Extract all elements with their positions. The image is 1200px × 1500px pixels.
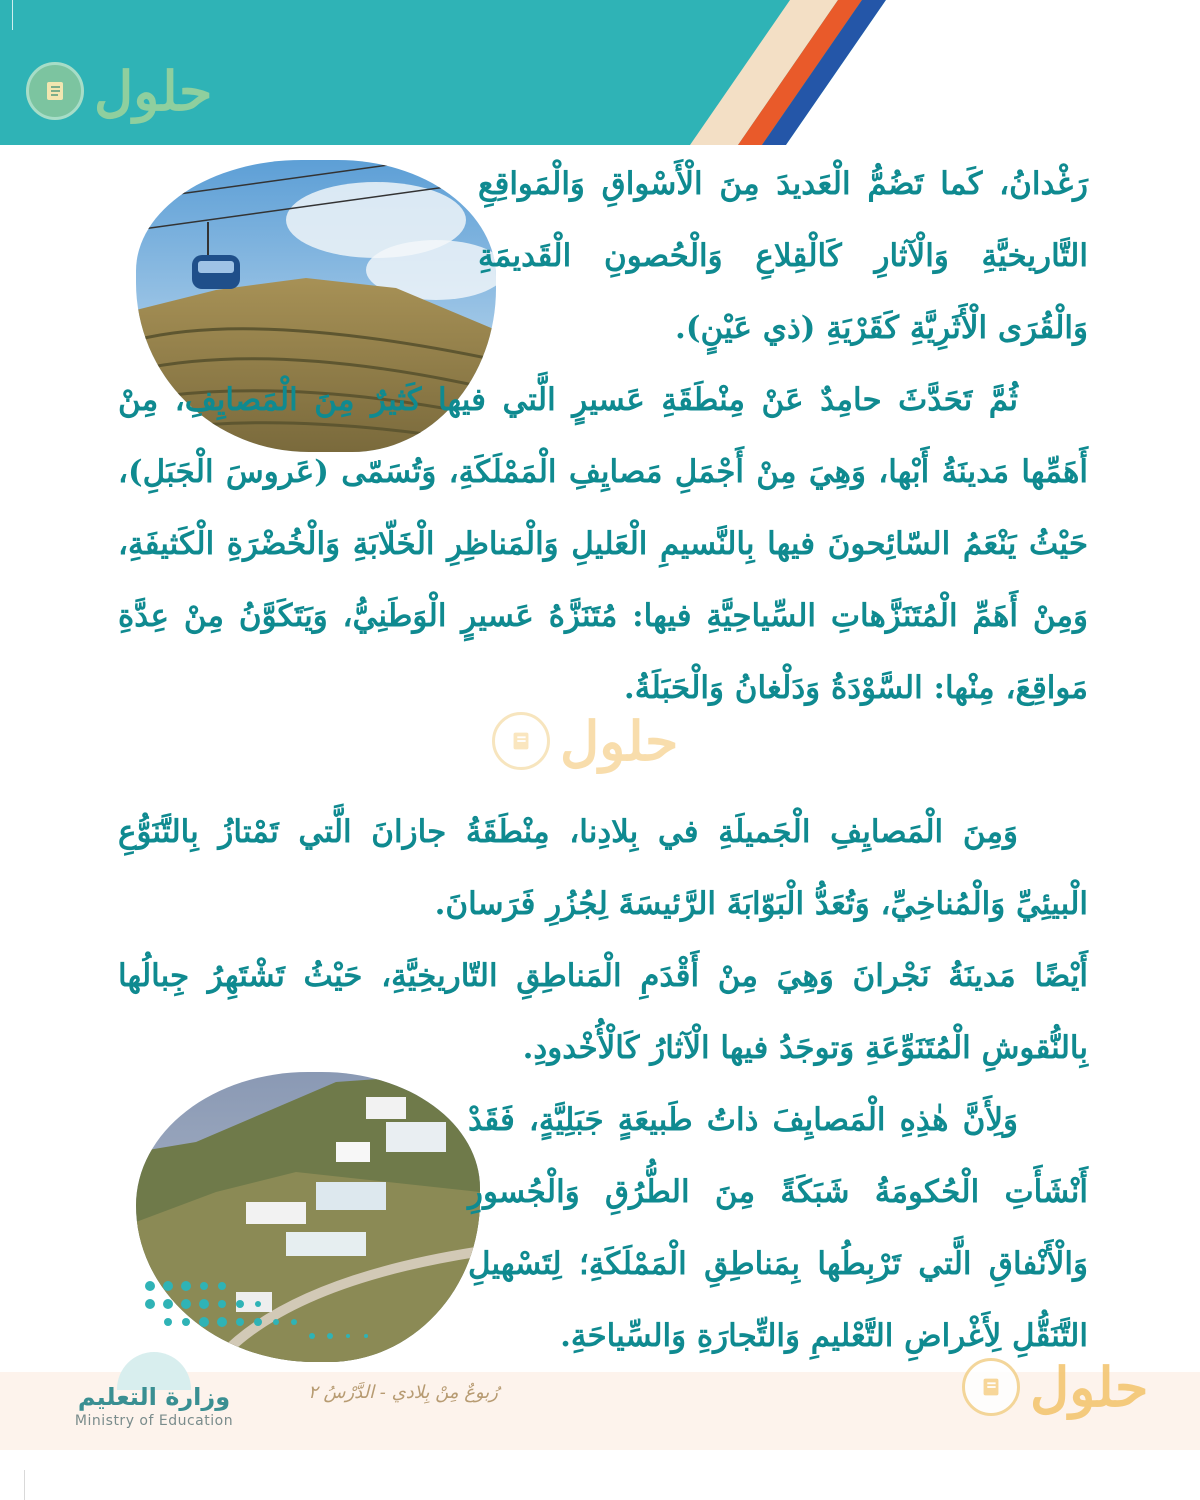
logo-text: حلول	[94, 59, 213, 123]
ministry-logo	[54, 1352, 254, 1430]
paragraph-1: رَغْدانُ، كَما تَضُمُّ الْعَديدَ مِنَ الْأَسْواقِ وَالْمَواقِعِ التَّاريخيَّةِ وَالْآثارِ كَالْقِلاعِ وَالْحُصونِ الْقَديمَةِ وَالْقُرَى الْأَثَرِيَّةِ كَقَرْيَةِ (ذي عَيْنٍ).	[478, 166, 1088, 346]
lesson-label: رُبوعٌ مِنْ بِلادي - الدَّرْسُ ٢	[308, 1382, 498, 1403]
paragraph-3: وَمِنَ الْمَصايِفِ الْجَميلَةِ في بِلادِنا، مِنْطَقَةُ جازانَ الَّتي تَمْتازُ بِالتَّنَوُّعِ الْبيئِيِّ وَالْمُناخِيِّ، وَتُعَدُّ الْبَوّابَةَ الرَّئيسَةَ لِجُزُرِ فَرَسانَ.	[118, 814, 1088, 922]
watermark-logo-center	[492, 709, 679, 773]
crop-mark	[0, 1470, 25, 1500]
decorative-dot-pattern	[142, 1276, 412, 1346]
paragraph-2: ثُمَّ تَحَدَّثَ حامِدٌ عَنْ مِنْطَقَةِ عَسيرٍ الَّتي فيها كَثيرٌ مِنَ الْمَصايِفِ، مِنْ أَهَمِّها مَدينَةُ أَبْها، وَهِيَ مِنْ أَجْمَلِ مَصايِفِ الْمَمْلَكَةِ، وَتُسَمّى (عَروسَ الْجَبَلِ)، حَيْثُ يَنْعَمُ السّائِحونَ فيها بِالنَّسيمِ الْعَليلِ وَالْمَناظِرِ الْخَلّابَةِ وَالْخُضْرَةِ الْكَثيفَةِ، وَمِنْ أَهَمِّ الْمُتَنَزَّهاتِ السِّياحِيَّةِ فيها: مُتَنَزَّهُ عَسيرٍ الْوَطَنِيُّ، وَيَتَكَوَّنُ مِنْ عِدَّةِ مَواقِعَ، مِنْها: السَّوْدَةُ وَدَلْغانُ وَالْحَبَلَةُ.	[118, 382, 1088, 706]
paragraph-5: وَلِأَنَّ هٰذِهِ الْمَصايِفَ ذاتُ طَبيعَةٍ جَبَلِيَّةٍ، فَقَدْ أَنْشَأَتِ الْحُكومَةُ شَبَكَةً مِنَ الطُّرُقِ وَالْجُسورِ وَالْأَنْفاقِ الَّتي تَرْبِطُها بِمَناطِقِ الْمَمْلَكَةِ؛ لِتَسْهيلِ التَّنَقُّلِ لِأَغْراضِ التَّعْليمِ وَالتِّجارَةِ وَالسِّياحَةِ.	[468, 1102, 1088, 1354]
paragraph-4: أَيْضًا مَدينَةُ نَجْرانَ وَهِيَ مِنْ أَقْدَمِ الْمَناطِقِ التّاريخِيَّةِ، حَيْثُ تَشْتَهِرُ جِبالُها بِالنُّقوشِ الْمُتَنَوِّعَةِ وَتوجَدُ فيها الْآثارُ كَالْأُخْدودِ.	[118, 958, 1088, 1066]
site-logo[interactable]	[26, 59, 213, 123]
watermark-text: حلول	[560, 709, 679, 773]
book-icon	[492, 712, 550, 770]
book-icon	[26, 62, 84, 120]
ministry-name-english: Ministry of Education	[74, 1413, 234, 1429]
crop-mark	[0, 0, 13, 30]
watermark-text: حلول	[1030, 1355, 1149, 1419]
book-icon	[962, 1358, 1020, 1416]
watermark-logo-bottom	[962, 1355, 1149, 1419]
ministry-name-arabic: وزارة التعليم	[77, 1383, 231, 1411]
